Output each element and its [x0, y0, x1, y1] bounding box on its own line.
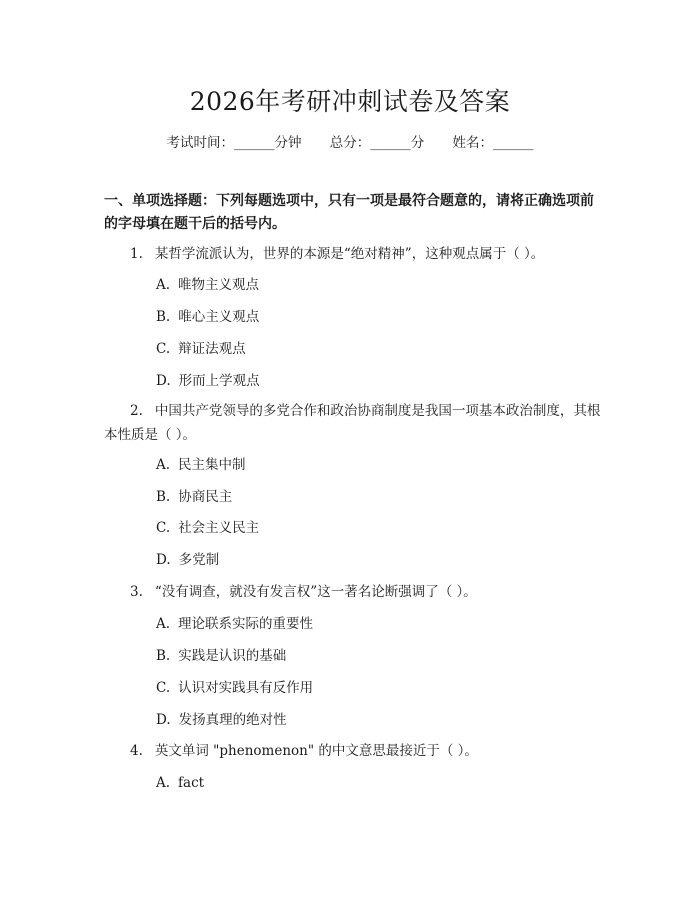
- option-text: 多党制: [178, 552, 220, 568]
- option-letter: D.: [156, 552, 171, 568]
- exam-time-field: 考试时间：______分钟: [166, 135, 302, 151]
- question-2-option-b: [156, 487, 232, 507]
- question-1: [104, 242, 604, 266]
- option-text: 发扬真理的绝对性: [178, 712, 287, 728]
- question-number: 4.: [130, 743, 143, 759]
- question-text: “没有调查，就没有发言权”这一著名论断强调了（ ）。: [154, 584, 477, 600]
- question-text: 英文单词 "phenomenon" 的中文意思最接近于（ ）。: [154, 743, 478, 759]
- option-text: 协商民主: [178, 489, 233, 505]
- question-3-option-b: [156, 646, 286, 666]
- option-text: 辩证法观点: [178, 341, 246, 357]
- option-letter: D.: [156, 373, 171, 389]
- question-text: 中国共产党领导的多党合作和政治协商制度是我国一项基本政治制度，其根本性质是（ ）。: [104, 403, 601, 443]
- question-1-option-a: [156, 275, 259, 295]
- question-number: 2.: [130, 403, 143, 419]
- question-number: 1.: [130, 246, 143, 262]
- question-text: 某哲学流派认为，世界的本源是“绝对精神”，这种观点属于（ ）。: [154, 246, 545, 262]
- option-letter: C.: [156, 680, 171, 696]
- option-letter: D.: [156, 712, 171, 728]
- question-1-option-b: [156, 307, 259, 327]
- option-text: fact: [178, 775, 205, 791]
- option-text: 社会主义民主: [178, 520, 260, 536]
- page-title: 2026年考研冲刺试卷及答案: [189, 87, 511, 116]
- question-2-option-a: [156, 455, 246, 475]
- option-letter: C.: [156, 520, 171, 536]
- option-text: 形而上学观点: [178, 373, 260, 389]
- option-text: 认识对实践具有反作用: [178, 680, 314, 696]
- question-2-option-d: [156, 550, 219, 570]
- name-field: 姓名：______: [452, 135, 534, 151]
- option-letter: B.: [156, 309, 171, 325]
- question-3-option-a: [156, 614, 313, 634]
- question-1-option-d: [156, 371, 260, 391]
- question-2: [104, 399, 604, 447]
- question-4-option-a: [156, 773, 204, 793]
- option-text: 理论联系实际的重要性: [178, 616, 314, 632]
- option-letter: A.: [156, 775, 171, 791]
- question-4: [104, 739, 604, 763]
- option-letter: C.: [156, 341, 171, 357]
- question-number: 3.: [130, 584, 143, 600]
- option-letter: B.: [156, 489, 171, 505]
- question-3-option-d: [156, 710, 287, 730]
- option-letter: A.: [156, 277, 171, 293]
- question-1-option-c: [156, 339, 246, 359]
- option-letter: B.: [156, 648, 171, 664]
- section-heading: 一、单项选择题：下列每题选项中，只有一项是最符合题意的，请将正确选项前的字母填在题干后的括号内。: [104, 193, 594, 232]
- option-letter: A.: [156, 616, 171, 632]
- option-text: 实践是认识的基础: [178, 648, 287, 664]
- option-text: 唯心主义观点: [178, 309, 260, 325]
- question-2-option-c: [156, 518, 259, 538]
- option-text: 唯物主义观点: [178, 277, 260, 293]
- question-3: [104, 580, 604, 604]
- total-score-field: 总分：______分: [329, 135, 425, 151]
- question-3-option-c: [156, 678, 313, 698]
- option-text: 民主集中制: [178, 457, 246, 473]
- option-letter: A.: [156, 457, 171, 473]
- exam-info-line: [0, 131, 700, 151]
